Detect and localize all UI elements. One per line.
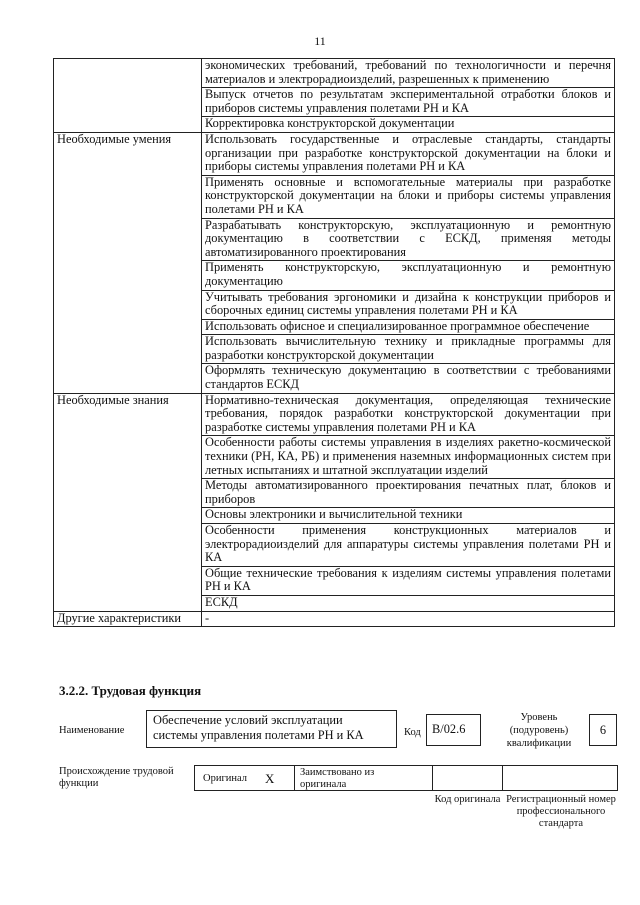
level-value: 6 — [599, 723, 607, 737]
knowledge-item: Особенности применения конструкционных материалов и электрорадиоизделий для аппаратуры системы управления полетами РН и КА — [202, 524, 615, 567]
knowledge-label-cell — [54, 436, 202, 479]
origin-reg-cell — [502, 765, 618, 791]
code-label: Код — [404, 727, 421, 738]
knowledge-row — [54, 566, 615, 595]
knowledge-row — [54, 508, 615, 524]
other-label-cell: Другие характеристики — [54, 611, 202, 627]
continued-row — [54, 59, 615, 88]
continued-item: Выпуск отчетов по результатам экспериментальной отработки блоков и приборов системы управления полетами РН и КА — [202, 88, 615, 117]
function-name-field — [146, 710, 397, 748]
skills-label-cell: Необходимые умения — [54, 132, 202, 175]
knowledge-item: Нормативно-техническая документация, определяющая технические требования, порядок разработки конструкторской документации при разработке системы управления полетами РН и КА — [202, 393, 615, 436]
knowledge-label-cell — [54, 508, 202, 524]
skills-item: Разрабатывать конструкторскую, эксплуатационную и ремонтную документацию в соответствии с ЕСКД, применяя методы автоматизированного проектирования — [202, 218, 615, 261]
skills-label-cell — [54, 290, 202, 319]
skills-row — [54, 364, 615, 393]
knowledge-label-cell: Необходимые знания — [54, 393, 202, 436]
knowledge-item: Общие технические требования к изделиям системы управления полетами РН и КА — [202, 566, 615, 595]
borrowed-label: Заимствовано из оригинала — [300, 767, 375, 790]
skills-label-cell — [54, 218, 202, 261]
level-field — [589, 714, 617, 746]
original-label: Оригинал — [203, 773, 247, 784]
level-label: Уровень (подуровень) квалификации — [506, 712, 572, 749]
knowledge-row — [54, 524, 615, 567]
skills-label-cell — [54, 335, 202, 364]
continued-label-cell — [54, 117, 202, 133]
section-heading: 3.2.2. Трудовая функция — [59, 683, 202, 698]
continued-label-cell — [54, 88, 202, 117]
reg-number-caption: Регистрационный номер профессионального стандарта — [506, 794, 616, 829]
skills-row — [54, 290, 615, 319]
skills-item: Оформлять техническую документацию в соответствии с требованиями стандартов ЕСКД — [202, 364, 615, 393]
skills-item: Использовать государственные и отраслевые стандарты, стандарты организации при разработке конструкторской документации на блоки и приборы системы управления полетами РН и КА — [202, 132, 615, 175]
origin-code-cell — [432, 765, 503, 791]
skills-row — [54, 218, 615, 261]
skills-label-cell — [54, 364, 202, 393]
knowledge-label-cell — [54, 524, 202, 567]
skills-item: Учитывать требования эргономики и дизайна к конструкции приборов и сборочных единиц системы управления полетами РН и КА — [202, 290, 615, 319]
knowledge-row — [54, 479, 615, 508]
skills-row — [54, 261, 615, 290]
code-field — [426, 714, 481, 746]
knowledge-row — [54, 595, 615, 611]
name-label: Наименование — [59, 725, 125, 736]
knowledge-row — [54, 393, 615, 436]
skills-label-cell — [54, 175, 202, 218]
skills-row — [54, 175, 615, 218]
knowledge-label-cell — [54, 595, 202, 611]
original-mark: X — [265, 771, 275, 786]
continued-item: экономических требований, требований по технологичности и перечня материалов и электрорадиоизделий, разрешенных к применению — [202, 59, 615, 88]
other-item: - — [202, 611, 615, 627]
borrowed-cell — [294, 765, 433, 791]
skills-knowledge-table — [53, 58, 615, 627]
function-name-value: Обеспечение условий эксплуатации системы управления полетами РН и КА — [153, 713, 364, 742]
knowledge-item: ЕСКД — [202, 595, 615, 611]
page-number: 11 — [314, 34, 326, 48]
knowledge-label-cell — [54, 479, 202, 508]
skills-label-cell — [54, 261, 202, 290]
skills-item: Применять конструкторскую, эксплуатационную и ремонтную документацию — [202, 261, 615, 290]
skills-row — [54, 319, 615, 335]
other-row — [54, 611, 615, 627]
code-value: B/02.6 — [432, 722, 466, 736]
skills-row — [54, 335, 615, 364]
original-cell — [194, 765, 295, 791]
knowledge-row — [54, 436, 615, 479]
continued-row — [54, 117, 615, 133]
knowledge-item: Особенности работы системы управления в изделиях ракетно-космической техники (РН, КА, РБ) и применения наземных информационных систем при летных испытаниях и штатной эксплуатации изделий — [202, 436, 615, 479]
knowledge-item: Основы электроники и вычислительной техники — [202, 508, 615, 524]
continued-row — [54, 88, 615, 117]
knowledge-label-cell — [54, 566, 202, 595]
skills-item: Применять основные и вспомогательные материалы при разработке конструкторской документации на блоки и приборы системы управления полетами РН и КА — [202, 175, 615, 218]
skills-item: Использовать офисное и специализированное программное обеспечение — [202, 319, 615, 335]
continued-label-cell — [54, 59, 202, 88]
knowledge-item: Методы автоматизированного проектирования печатных плат, блоков и приборов — [202, 479, 615, 508]
origin-label: Происхождение трудовой функции — [59, 766, 174, 789]
skills-label-cell — [54, 319, 202, 335]
code-origin-caption: Код оригинала — [434, 794, 501, 805]
skills-item: Использовать вычислительную технику и прикладные программы для разработки конструкторской документации — [202, 335, 615, 364]
continued-item: Корректировка конструкторской документации — [202, 117, 615, 133]
skills-row — [54, 132, 615, 175]
